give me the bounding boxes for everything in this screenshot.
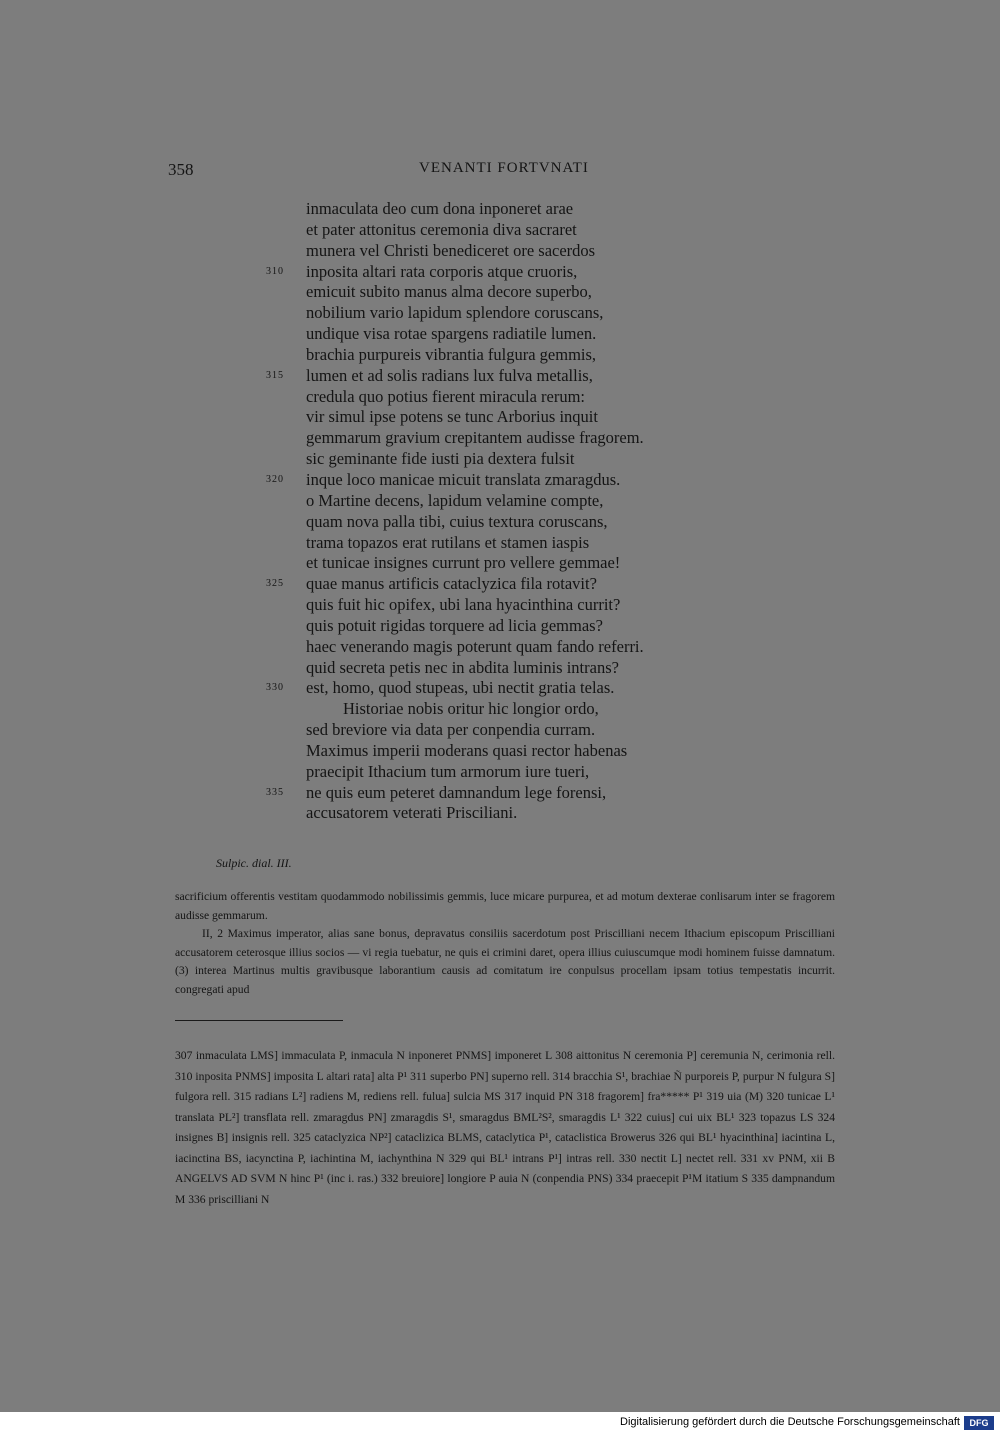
verse-text: praecipit Ithacium tum armorum iure tueri, <box>306 761 590 781</box>
verse-text: undique visa rotae spargens radiatile lumen. <box>306 324 597 344</box>
verse-text: quis fuit hic opifex, ubi lana hyacinthina currit? <box>306 595 621 615</box>
verse-text: quis potuit rigidas torquere ad licia gemmas? <box>306 615 603 635</box>
verse-line <box>0 678 1000 699</box>
verse-line <box>0 637 1000 658</box>
source-reference: Sulpic. dial. III. <box>216 856 292 870</box>
poem-text <box>0 199 1000 824</box>
verse-line <box>0 762 1000 783</box>
footer-bar <box>0 1412 1000 1434</box>
verse-line <box>0 241 1000 262</box>
verse-line <box>0 533 1000 554</box>
verse-text: et tunicae insignes currunt pro vellere gemmae! <box>306 553 621 573</box>
verse-text: gemmarum gravium crepitantem audisse fragorem. <box>306 428 644 448</box>
verse-text: vir simul ipse potens se tunc Arborius inquit <box>306 407 598 427</box>
verse-line <box>0 616 1000 637</box>
verse-line <box>0 303 1000 324</box>
verse-line <box>0 512 1000 533</box>
verse-line <box>0 345 1000 366</box>
verse-text: inque loco manicae micuit translata zmaragdus. <box>306 469 621 489</box>
footnote-rule <box>175 1020 343 1021</box>
verse-line <box>0 262 1000 283</box>
verse-text: quae manus artificis cataclyzica fila rotavit? <box>306 574 597 594</box>
verse-text: est, homo, quod stupeas, ubi nectit gratia telas. <box>306 678 615 698</box>
verse-line-number: 335 <box>266 786 284 798</box>
verse-line <box>0 366 1000 387</box>
verse-text: haec venerando magis poterunt quam fando referri. <box>306 636 644 656</box>
verse-text: inposita altari rata corporis atque cruoris, <box>306 261 578 281</box>
running-title: VENANTI FORTVNATI <box>419 160 589 176</box>
verse-line <box>0 553 1000 574</box>
verse-line <box>0 699 1000 720</box>
verse-line <box>0 449 1000 470</box>
verse-line-number: 315 <box>266 369 284 381</box>
commentary-paragraph: II, 2 Maximus imperator, alias sane bonus, depravatus consiliis sacerdotum post Priscilliani necem Ithacium episcopum Priscilliani accusatorem ceterosque illius socios — vi regia tuebatur, ne quis ei crimini daret, opera illius cuiuscumque modi hominem fuisse damnatum. (3) interea Martinus multis gravibusque laborantium causis ad comitatum ire conpulsus procellam ipsam totius tempestatis incurrit. congregati apud <box>175 927 835 996</box>
digitization-credit: Digitalisierung gefördert durch die Deutsche Forschungsgemeinschaft <box>620 1416 960 1428</box>
dfg-logo: DFG <box>964 1416 994 1430</box>
verse-line <box>0 658 1000 679</box>
verse-text: lumen et ad solis radians lux fulva metallis, <box>306 365 593 385</box>
verse-line <box>0 783 1000 804</box>
verse-line <box>0 741 1000 762</box>
verse-text: sic geminante fide iusti pia dextera fulsit <box>306 449 575 469</box>
verse-text: sed breviore via data per conpendia curram. <box>306 720 596 740</box>
verse-line <box>0 574 1000 595</box>
verse-line <box>0 407 1000 428</box>
verse-text: quid secreta petis nec in abdita luminis intrans? <box>306 657 619 677</box>
verse-line <box>0 199 1000 220</box>
verse-text: brachia purpureis vibrantia fulgura gemmis, <box>306 344 597 364</box>
verse-text: munera vel Christi benediceret ore sacerdos <box>306 240 596 260</box>
verse-text: o Martine decens, lapidum velamine compte, <box>306 490 604 510</box>
page-number: 358 <box>168 160 194 179</box>
verse-line <box>0 428 1000 449</box>
verse-line-number: 325 <box>266 578 284 590</box>
verse-line <box>0 387 1000 408</box>
verse-text: credula quo potius fierent miracula rerum: <box>306 386 586 406</box>
verse-text: Maximus imperii moderans quasi rector habenas <box>306 740 628 760</box>
verse-text: et pater attonitus ceremonia diva sacraret <box>306 219 577 239</box>
verse-line <box>0 491 1000 512</box>
verse-text: ne quis eum peteret damnandum lege forensi, <box>306 782 607 802</box>
verse-line <box>0 220 1000 241</box>
verse-line <box>0 470 1000 491</box>
verse-line-number: 320 <box>266 473 284 485</box>
verse-text: accusatorem veterati Prisciliani. <box>306 803 518 823</box>
verse-text: quam nova palla tibi, cuius textura coruscans, <box>306 511 608 531</box>
verse-text: emicuit subito manus alma decore superbo, <box>306 282 592 302</box>
verse-line <box>0 595 1000 616</box>
verse-text: Historiae nobis oritur hic longior ordo, <box>343 699 599 719</box>
verse-line <box>0 803 1000 824</box>
verse-line-number: 330 <box>266 682 284 694</box>
verse-line <box>0 720 1000 741</box>
verse-text: nobilium vario lapidum splendore coruscans, <box>306 303 604 323</box>
commentary-paragraph: sacrificium offerentis vestitam quodammodo nobilissimis gemmis, luce micare purpurea, et ad motum dexterae conlisarum inter se fragorem audisse gemmarum. <box>175 890 835 922</box>
verse-line <box>0 282 1000 303</box>
verse-line-number: 310 <box>266 265 284 277</box>
commentary-block <box>175 888 835 999</box>
verse-text: trama topazos erat rutilans et stamen iaspis <box>306 532 590 552</box>
verse-line <box>0 324 1000 345</box>
verse-text: inmaculata deo cum dona inponeret arae <box>306 199 574 218</box>
critical-apparatus: 307 inmaculata LMS] immaculata P, inmacula N inponeret PNMS] imponeret L 308 aittonitus N ceremonia P] ceremunia N, cerimonia rell. 310 inposita PNMS] imposita L altari rata] alta P¹ 311 superbo PN] superno rell. 314 bracchia S¹, brachiae Ñ purporeis P, purpur N fulgura S] fulgora rell. 315 radians L²] radiens M, rediens rell. fulua] sulcia MS 317 inquid PN 318 fragorem] fra***** P¹ 319 uia (M) 320 tunicae L¹ translata PL²] transflata rell. zmaragdus PN] zmaragdis S¹, smaragdus BML²S², smaragdis L¹ 322 cuius] cui uix BL¹ 323 topazus LS 324 insignes B] insignis rell. 325 cataclyzica NP²] cataclizica BLMS, cataclytica P¹, cataclistica Browerus 326 qui BL¹ hyacinthina] iacintina L, iacinctina BS, iacynctina P, iachintina M, iachynthina N 329 qui BL¹ intrans P¹] intras rell. 330 nectit L] nectet rell. 331 xv PNM, xii B ANGELVS AD SVM N hinc P¹ (inc i. ras.) 332 breuiore] longiore P auia N (conpendia PNS) 334 praecepit P¹M itatium S 335 dampnandum M 336 priscilliani N <box>175 1049 835 1206</box>
